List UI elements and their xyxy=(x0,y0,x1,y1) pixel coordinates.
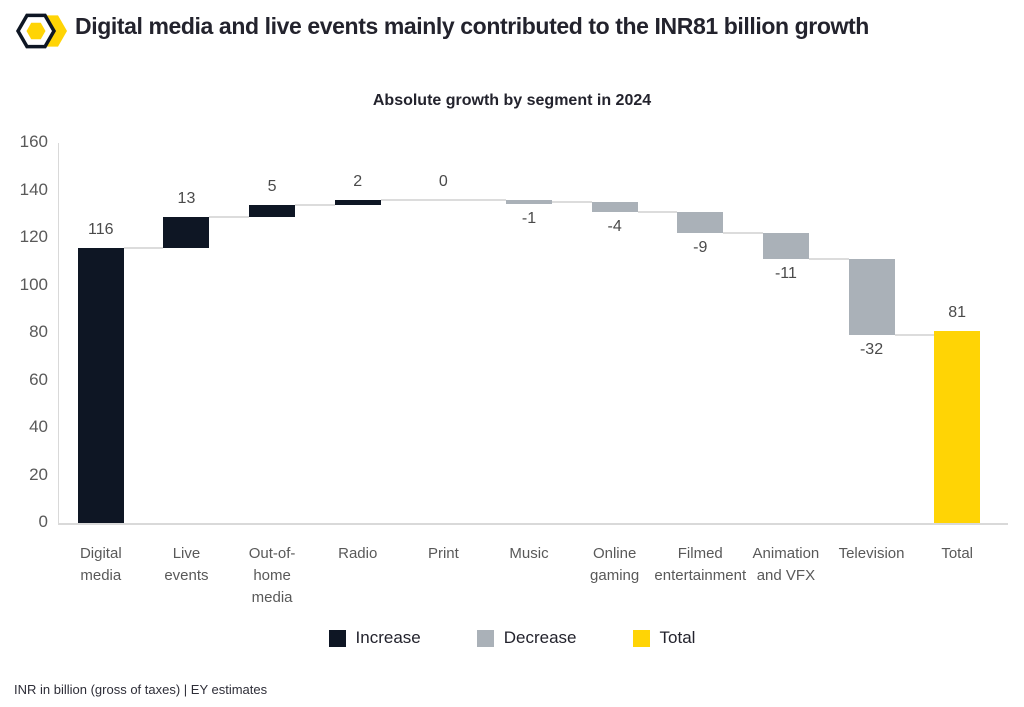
bar-online-gaming xyxy=(592,202,638,212)
source-note: INR in billion (gross of taxes) | EY estimates xyxy=(14,682,268,697)
y-tick-label: 60 xyxy=(29,369,48,389)
bar-out-of-home-media xyxy=(249,205,295,217)
value-label-television: -32 xyxy=(859,341,884,359)
x-axis-line xyxy=(58,523,1008,525)
x-category-label-total: Total xyxy=(941,545,974,562)
x-category-label-live-events: Live events xyxy=(164,545,209,584)
connector-line xyxy=(381,199,421,201)
connector-line xyxy=(895,334,935,336)
page-title: Digital media and live events mainly contributed to the INR81 billion growth xyxy=(75,13,869,39)
bar-live-events xyxy=(163,217,209,248)
bar-animation-and-vfx xyxy=(763,233,809,259)
legend-item-increase xyxy=(329,628,421,648)
connector-line xyxy=(124,247,164,249)
bar-radio xyxy=(335,200,381,205)
value-label-filmed-entertainment: -9 xyxy=(693,239,708,257)
connector-line xyxy=(295,204,335,206)
x-category-label-digital-media: Digital media xyxy=(79,545,122,584)
y-tick-label: 160 xyxy=(19,132,48,151)
chart-title: Absolute growth by segment in 2024 xyxy=(372,92,652,109)
total-swatch-icon xyxy=(633,630,650,647)
connector-line xyxy=(209,216,249,218)
bar-digital-media xyxy=(78,248,124,524)
y-tick-label: 100 xyxy=(19,274,48,294)
value-label-total: 81 xyxy=(948,303,967,321)
legend-item-decrease xyxy=(477,628,577,648)
connector-line xyxy=(809,258,849,260)
legend-label: Total xyxy=(659,628,696,647)
chart-legend xyxy=(0,628,1024,648)
connector-line xyxy=(466,199,506,201)
y-axis-line xyxy=(58,143,59,523)
y-tick-label: 20 xyxy=(29,464,48,484)
x-category-label-print: Print xyxy=(427,545,459,562)
x-category-label-music: Music xyxy=(509,545,549,562)
y-tick-label: 120 xyxy=(19,227,48,246)
y-tick-label: 140 xyxy=(19,179,48,199)
zero-bar-line xyxy=(420,199,466,201)
value-label-animation-and-vfx: -11 xyxy=(774,265,797,283)
legend-label: Increase xyxy=(355,628,421,647)
connector-line xyxy=(638,211,678,213)
x-category-label-radio: Radio xyxy=(338,545,378,562)
legend-item-total xyxy=(633,628,696,648)
value-label-music: -1 xyxy=(521,210,537,227)
decrease-swatch-icon xyxy=(477,630,494,647)
connector-line xyxy=(723,232,763,234)
y-tick-label: 80 xyxy=(29,322,48,341)
y-tick-label: 40 xyxy=(29,417,48,436)
x-category-label-filmed-entertainment: Filmed entertainment xyxy=(654,545,747,584)
y-tick-label: 0 xyxy=(38,512,48,531)
x-category-label-animation-and-vfx: Animation and VFX xyxy=(752,545,820,584)
bar-television xyxy=(849,259,895,335)
connector-line xyxy=(552,201,592,203)
value-label-out-of-home-media: 5 xyxy=(267,177,277,195)
x-category-label-online-gaming: Online gaming xyxy=(590,545,640,584)
bar-total xyxy=(934,331,980,523)
x-category-label-out-of-home-media: Out-of-home media xyxy=(248,545,296,606)
bar-filmed-entertainment xyxy=(677,212,723,233)
value-label-online-gaming: -4 xyxy=(607,217,622,235)
bar-music xyxy=(506,200,552,204)
value-label-digital-media: 116 xyxy=(88,220,114,238)
value-label-print: 0 xyxy=(438,173,448,190)
increase-swatch-icon xyxy=(329,630,346,647)
value-label-live-events: 13 xyxy=(177,189,196,207)
value-label-radio: 2 xyxy=(353,173,363,190)
x-category-label-television: Television xyxy=(838,545,905,562)
legend-label: Decrease xyxy=(503,628,577,647)
